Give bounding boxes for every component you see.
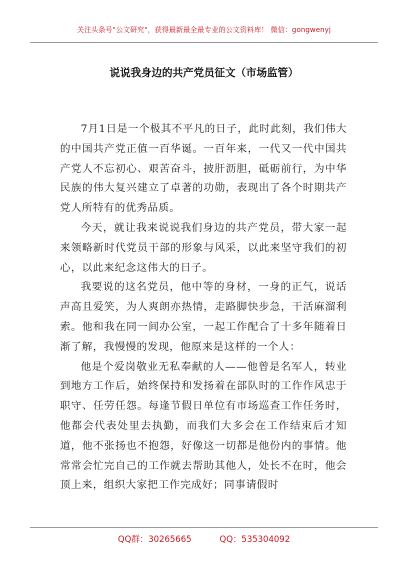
footer-qq-number: QQ：535304092 — [219, 535, 291, 545]
header-divider — [30, 42, 378, 43]
header-notice: 关注头条号"公文研究"，获得最新最全最专业的公文资料库！ 微信：gongwenyj — [77, 26, 331, 34]
document-title: 说说我身边的共产党员征文（市场监管） — [109, 67, 299, 79]
document-body — [60, 120, 347, 496]
paragraph: 我要说的这名党员，他中等的身材，一身的正气，说话声高且爱笑，为人爽朗亦热情，走路脚快步急，干活麻溜利索。他和我在同一间办公室，一起工作配合了十多年随着日渐了解，我慢慢的发现，他原来是这样的一个人： — [60, 281, 347, 353]
footer-qq-group: QQ群：30265665 — [117, 535, 192, 545]
paragraph: 今天，就让我来说说我们身边的共产党员，带大家一起来领略新时代党员干部的形象与风采，以此来坚守我们的初心，以此来纪念这伟大的日子。 — [60, 221, 347, 274]
footer-contacts — [0, 533, 408, 545]
paragraph: 7月1日是一个极其不平凡的日子，此时此刻，我们伟大的中国共产党正值一百华诞。一百年来，一代又一代中国共产党人不忘初心、艰苦奋斗，披肝沥胆，砥砺前行，为中华民族的伟大复兴建立了卓著的功勋，表现出了各个时期共产党人所特有的优秀品质。 — [60, 123, 347, 215]
footer-divider — [30, 527, 378, 528]
paragraph: 他是个爱岗敬业无私奉献的人——他曾是名军人，转业到地方工作后，始终保持和发扬着在部队时的工作作风忠于职守、任劳任怨。每逢节假日单位有市场巡查工作任务时，他都会代表处里去执勤，而我们大多会在工作结束后才知道，他不张扬也不抱怨，好像这一切都是他份内的事情。他常常会忙完自己的工作就去帮助其他人，处长不在时，他会顶上来，组织大家把工作完成好；同事请假时 — [60, 360, 347, 492]
